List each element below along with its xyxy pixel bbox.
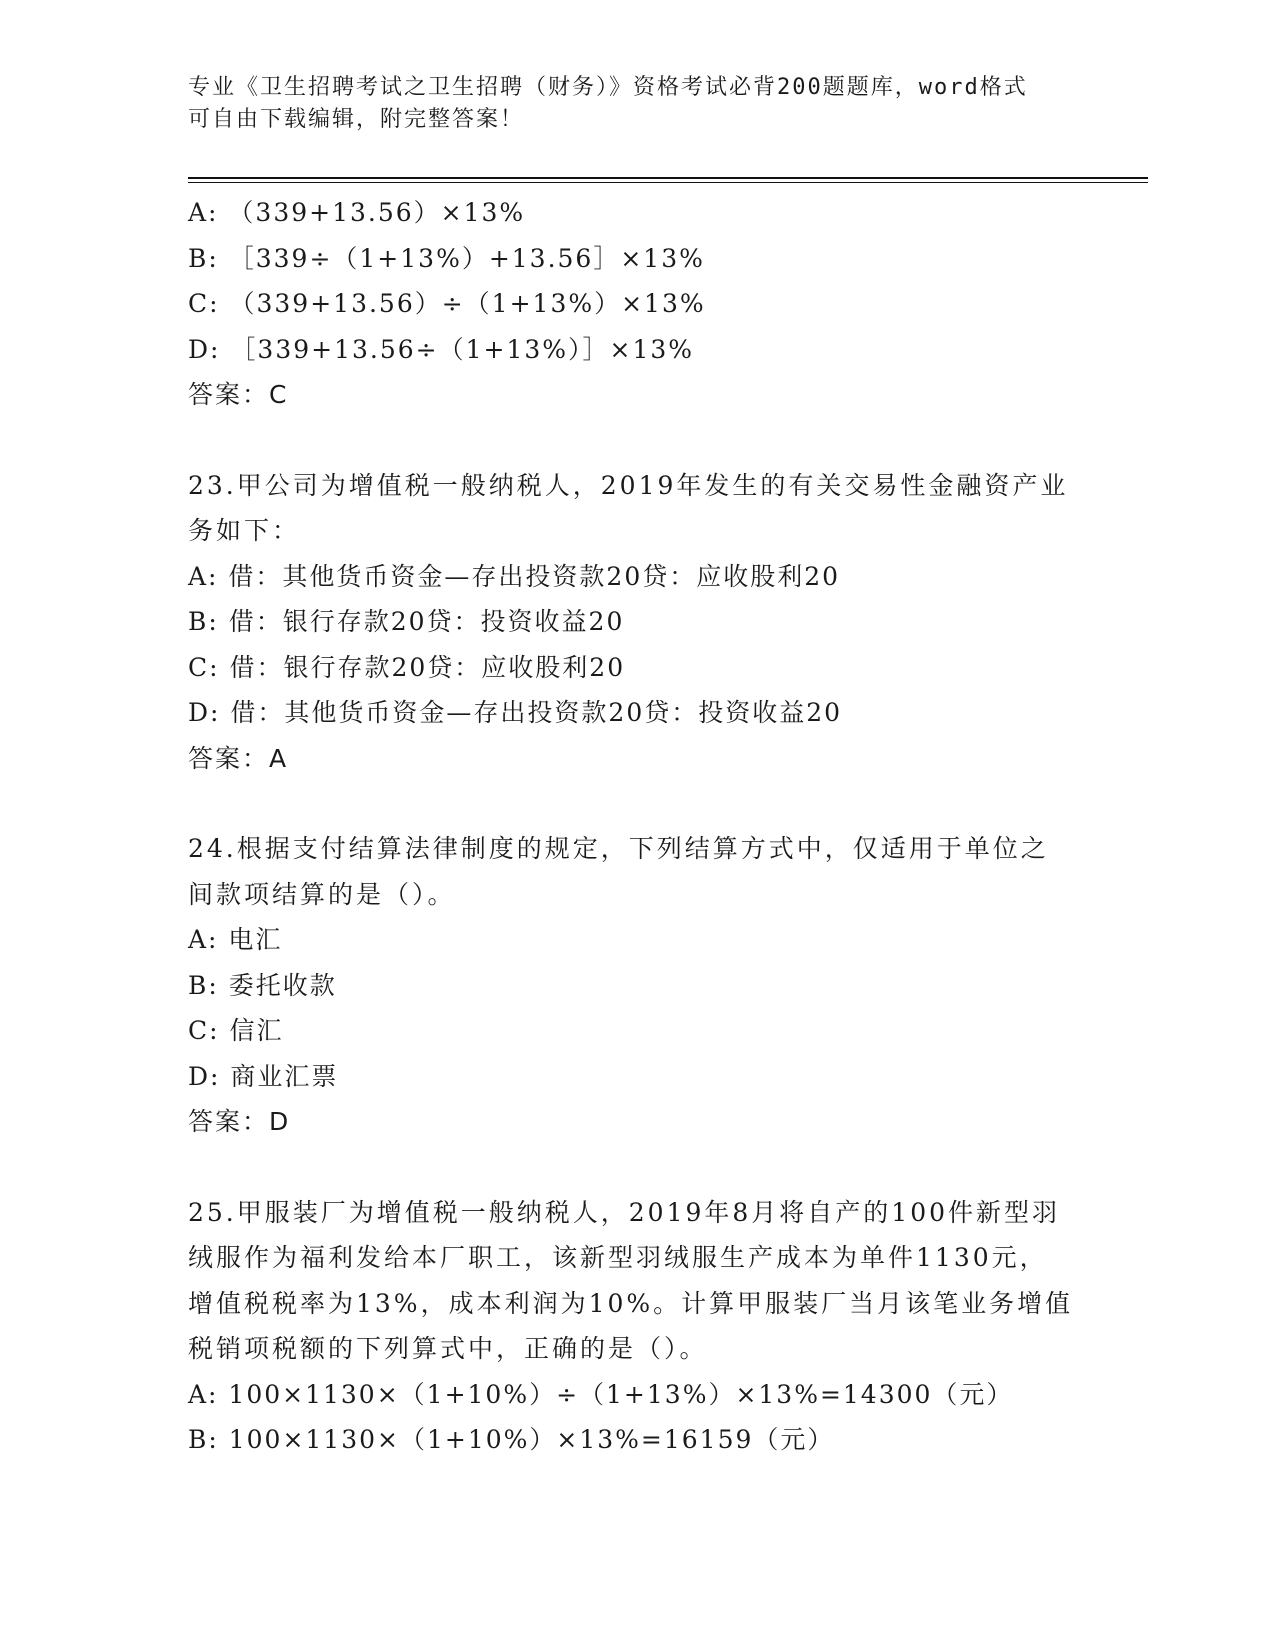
option-b: B: 委托收款 — [188, 970, 337, 1000]
header-divider-thick — [188, 177, 1148, 179]
question-text-line: 24.根据支付结算法律制度的规定，下列结算方式中，仅适用于单位之 — [188, 834, 1049, 863]
option-c: C: 信汇 — [188, 1016, 284, 1045]
header-line-2: 可自由下载编辑，附完整答案！ — [188, 107, 525, 132]
option-b: B: 借：银行存款20贷：投资收益20 — [188, 607, 625, 636]
answer: 答案：A — [188, 743, 289, 773]
question-text-line: 25.甲服装厂为增值税一般纳税人，2019年8月将自产的100件新型羽 — [188, 1197, 1061, 1227]
option-a: A: 100×1130×（1+10%）÷（1+13%）×13%=14300（元） — [188, 1379, 1014, 1409]
question-text-line: 税销项税额的下列算式中，正确的是（）。 — [188, 1334, 708, 1363]
option-a: A: （339+13.56）×13% — [188, 198, 526, 227]
answer: 答案：C — [188, 380, 289, 409]
question-25 — [188, 1190, 1088, 1463]
answer: 答案：D — [188, 1107, 291, 1136]
option-a: A: 借：其他货币资金—存出投资款20贷：应收股利20 — [188, 561, 841, 591]
header-divider-thin — [188, 182, 1148, 183]
question-content — [188, 190, 1088, 1463]
question-text-line: 绒服作为福利发给本厂职工，该新型羽绒服生产成本为单件1130元， — [188, 1243, 1048, 1272]
option-c: C: 借：银行存款20贷：应收股利20 — [188, 652, 626, 682]
question-24 — [188, 826, 1088, 1145]
spacer — [188, 418, 1088, 463]
spacer — [188, 1145, 1088, 1190]
question-22 — [188, 190, 1088, 418]
question-23 — [188, 463, 1088, 782]
header-line-1: 专业《卫生招聘考试之卫生招聘（财务）》资格考试必背200题题库，word格式 — [188, 75, 1028, 100]
option-c: C: （339+13.56）÷（1+13%）×13% — [188, 289, 706, 318]
option-d: D: 商业汇票 — [188, 1061, 339, 1091]
question-text-line: 务如下： — [188, 516, 301, 545]
option-b: B: 100×1130×（1+10%）×13%=16159（元） — [188, 1425, 835, 1454]
question-text-line: 间款项结算的是（）。 — [188, 879, 456, 909]
spacer — [188, 781, 1088, 826]
option-a: A: 电汇 — [188, 925, 283, 954]
option-d: D: ［339+13.56÷（1+13%）］×13% — [188, 334, 695, 364]
option-d: D: 借：其他货币资金—存出投资款20贷：投资收益20 — [188, 698, 843, 727]
question-text-line: 23.甲公司为增值税一般纳税人，2019年发生的有关交易性金融资产业 — [188, 470, 1069, 500]
document-header — [188, 72, 1088, 136]
question-text-line: 增值税税率为13%，成本利润为10%。计算甲服装厂当月该笔业务增值 — [188, 1288, 1074, 1318]
option-b: B: ［339÷（1+13%）+13.56］×13% — [188, 243, 705, 273]
